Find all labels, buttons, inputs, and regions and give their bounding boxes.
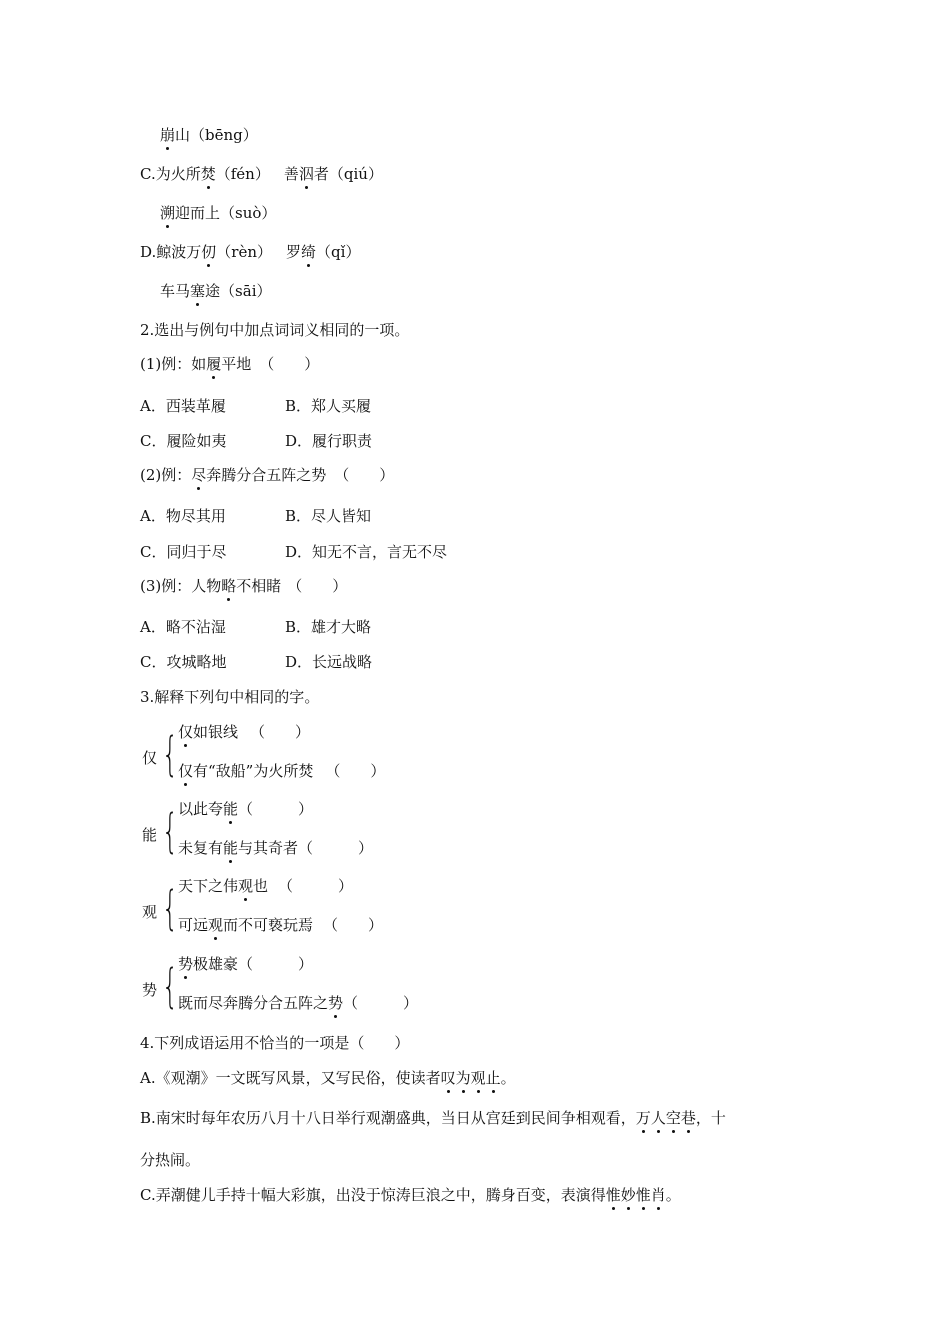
dotted-char: 为 <box>455 1069 471 1087</box>
dotted-char: 能 <box>223 839 239 857</box>
group-line-2: 仅有“敌船”为火所焚 （ ） <box>178 762 386 780</box>
q2-sub1-option-b: B．郑人买履 <box>285 397 372 415</box>
q4-option-a: A.《观潮》一文既写风景，又写民俗，使读者叹为观止。 <box>140 1069 516 1087</box>
q1-option-d: D.鲸波万仞（rèn） 罗绮（qǐ） <box>140 243 361 261</box>
answer-blank: （ ） <box>298 839 374 857</box>
dotted-char: 观 <box>238 877 254 895</box>
dotted-char: 泅 <box>298 165 314 183</box>
q2-sub3-example: (3)例：人物略不相睹 （ ） <box>140 577 348 595</box>
q2-sub2-option-d: D．知无不言，言无不尽 <box>285 543 448 561</box>
q2-sub3-option-c: C．攻城略地 <box>140 653 227 671</box>
dotted-char: 塞 <box>190 282 206 300</box>
group-character: 势 <box>142 981 158 999</box>
dotted-char: 惟 <box>635 1186 651 1204</box>
dotted-char: 观 <box>470 1069 486 1087</box>
q2-sub2-example: (2)例：尽奔腾分合五阵之势 （ ） <box>140 466 395 484</box>
q4-option-c: C.弄潮健儿手持十幅大彩旗，出没于惊涛巨浪之中，腾身百变，表演得惟妙惟肖。 <box>140 1186 681 1204</box>
dotted-char: 惟 <box>605 1186 621 1204</box>
answer-blank: （ ） <box>278 877 354 895</box>
left-brace: { <box>162 804 179 858</box>
dotted-char: 仅 <box>178 762 194 780</box>
answer-blank: （ ） <box>343 994 419 1012</box>
q1-c-continuation: 溯迎而上（suò） <box>160 204 277 222</box>
dotted-char: 仞 <box>201 243 217 261</box>
dotted-char: 观 <box>208 916 224 934</box>
q1-b-continuation: 崩山（bēng） <box>160 126 258 144</box>
answer-blank: （ ） <box>259 355 320 373</box>
dotted-char: 焚 <box>200 165 216 183</box>
group-line-2: 未复有能与其奇者（ ） <box>178 839 374 857</box>
q3-group-guan <box>140 876 500 948</box>
q2-sub2-option-a: A．物尽其用 <box>140 507 226 525</box>
q2-sub3-option-b: B．雄才大略 <box>285 618 372 636</box>
group-line-1: 势极雄豪（ ） <box>178 955 314 973</box>
answer-blank: （ ） <box>325 762 386 780</box>
dotted-char: 叹 <box>440 1069 456 1087</box>
group-character: 能 <box>142 826 158 844</box>
q3-group-neng <box>140 799 500 871</box>
group-line-1: 天下之伟观也 （ ） <box>178 877 354 895</box>
q3-title: 3.解释下列句中相同的字。 <box>140 688 320 706</box>
answer-blank: （ ） <box>323 916 384 934</box>
left-brace: { <box>162 959 179 1013</box>
q2-title: 2.选出与例句中加点词词义相同的一项。 <box>140 321 410 339</box>
dotted-char: 人 <box>650 1109 666 1127</box>
answer-blank: （ ） <box>238 800 314 818</box>
group-character: 仅 <box>142 749 158 767</box>
dotted-char: 履 <box>206 355 222 373</box>
dotted-char: 尽 <box>191 466 207 484</box>
dotted-char: 止 <box>485 1069 501 1087</box>
dotted-char: 崩 <box>160 126 176 144</box>
dotted-char: 能 <box>223 800 239 818</box>
answer-blank: （ ） <box>334 466 395 484</box>
group-line-1: 仅如银线 （ ） <box>178 723 311 741</box>
group-line-1: 以此夸能（ ） <box>178 800 314 818</box>
dotted-char: 万 <box>635 1109 651 1127</box>
dotted-char: 空 <box>665 1109 681 1127</box>
answer-blank: （ ） <box>238 955 314 973</box>
answer-blank: （ ） <box>250 723 311 741</box>
dotted-char: 势 <box>178 955 194 973</box>
dotted-char: 势 <box>328 994 344 1012</box>
dotted-char: 巷 <box>680 1109 696 1127</box>
q3-group-shi <box>140 954 500 1026</box>
dotted-char: 仅 <box>178 723 194 741</box>
answer-blank: （ ） <box>287 577 348 595</box>
q1-option-c: C.为火所焚（fén） 善泅者（qiú） <box>140 165 383 183</box>
dotted-char: 妙 <box>620 1186 636 1204</box>
dotted-char: 略 <box>221 577 237 595</box>
q2-sub2-option-b: B．尽人皆知 <box>285 507 372 525</box>
group-line-2: 可远观而不可亵玩焉 （ ） <box>178 916 384 934</box>
q4-title: 4.下列成语运用不恰当的一项是（ ） <box>140 1034 410 1052</box>
q4-option-b-continuation: 分热闹。 <box>140 1151 201 1169</box>
q2-sub3-option-d: D．长远战略 <box>285 653 373 671</box>
dotted-char: 肖 <box>650 1186 666 1204</box>
q2-sub2-option-c: C．同归于尽 <box>140 543 227 561</box>
q2-sub3-option-a: A．略不沾湿 <box>140 618 226 636</box>
dotted-char: 绮 <box>301 243 317 261</box>
dotted-char: 溯 <box>160 204 176 222</box>
group-line-2: 既而尽奔腾分合五阵之势（ ） <box>178 994 419 1012</box>
q2-sub1-example: (1)例：如履平地 （ ） <box>140 355 320 373</box>
q2-sub1-option-d: D．履行职责 <box>285 432 373 450</box>
q2-sub1-option-a: A．西装革履 <box>140 397 226 415</box>
left-brace: { <box>162 881 179 935</box>
left-brace: { <box>162 727 179 781</box>
q2-sub1-option-c: C．履险如夷 <box>140 432 227 450</box>
group-character: 观 <box>142 903 158 921</box>
q3-group-jin <box>140 722 500 794</box>
q1-d-continuation: 车马塞途（sāi） <box>160 282 272 300</box>
q4-option-b: B.南宋时每年农历八月十八日举行观潮盛典，当日从宫廷到民间争相观看，万人空巷，十 <box>140 1109 726 1127</box>
